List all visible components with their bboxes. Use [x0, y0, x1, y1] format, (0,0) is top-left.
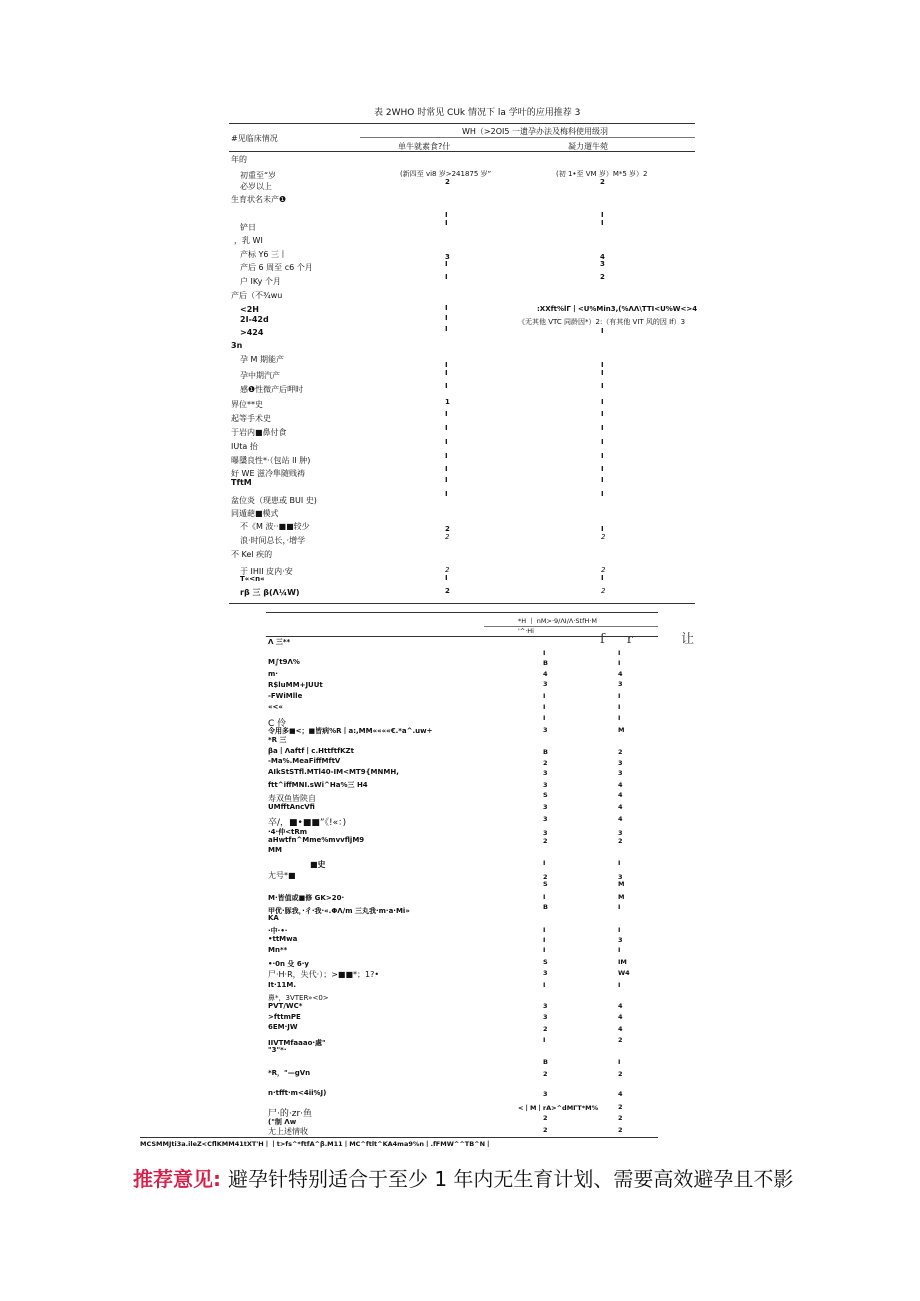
table-cell: 2: [618, 748, 623, 756]
table-cell: 1: [445, 398, 450, 406]
table-cell: I: [445, 574, 448, 582]
table-row-label: 令用多■<；■皆病%R丨a:,MM««««€.*a^.uw÷: [268, 727, 433, 735]
table-cell: 3: [543, 969, 548, 977]
table-cell: 2: [445, 178, 450, 186]
table-cell: I: [618, 659, 621, 667]
table-cell: I: [445, 369, 448, 377]
table-cell: I: [618, 692, 621, 700]
table-cell: 2: [601, 566, 606, 574]
table-cell: 2: [601, 587, 606, 595]
table-cell: 2: [445, 533, 450, 541]
table-row-label: -FWiMlle: [268, 692, 303, 700]
recommendation-colon: :: [213, 1167, 221, 1191]
table-cell: 4: [618, 781, 623, 789]
table-row-label: 感❶性微产后呷时: [240, 385, 304, 394]
table-cell: I: [445, 382, 448, 390]
table-row-label: 6EM·JW: [268, 1023, 298, 1031]
table-row-label: 必岁以上: [240, 182, 272, 191]
table-row-label: 浪·时间总长，·增学: [240, 536, 306, 545]
table-cell: 2: [618, 1103, 623, 1111]
table-row-label: 铲日: [240, 223, 256, 232]
table-row-label: ，乳 WI: [234, 236, 263, 245]
table-row-label: 年的: [231, 155, 247, 164]
table-cell: 3: [618, 769, 623, 777]
table-cell: I: [445, 476, 448, 484]
table-cell: I: [601, 361, 604, 369]
table-row-label: rβ 三 β(Λ¼W): [240, 588, 300, 597]
table1-caption: 表 2WHO 时常见 CUk 情况下 la 学叶的应用推荐 3: [374, 108, 581, 118]
table-cell: I: [543, 714, 546, 722]
table-row-label: It·11M.: [268, 981, 296, 989]
table-cell: I: [445, 465, 448, 473]
table-cell: 3: [543, 1002, 548, 1010]
table-row-label: IIVTMfaaao·處": [268, 1039, 326, 1047]
table1-bottom-rule: [229, 603, 695, 604]
table-row-label: 甲优·豚我，·彳·我·«.ΦΛ∕m 三丸我·m·a·Mi»: [268, 907, 410, 915]
table-cell: <丨M丨rA>^dMΓT*M%: [518, 1104, 599, 1112]
table-row-label: IUta 抬: [231, 442, 258, 451]
table-cell: M: [618, 893, 625, 901]
table-row-label: 产后（不¾wu: [231, 291, 283, 300]
table-cell: 2: [618, 1114, 623, 1122]
table-cell: 3: [618, 759, 623, 767]
table-cell: I: [601, 465, 604, 473]
table-row-label: «<«: [268, 703, 283, 711]
table-cell: I: [543, 703, 546, 711]
table-row-label: ·中·•·: [268, 927, 288, 935]
table-row-label: AIkStSTfl.MTl40-IM<MT9{MNMH,: [268, 768, 399, 776]
table-row-label: "3"*·: [268, 1046, 287, 1054]
table-row-label: 于 IHII 皮内·安: [240, 567, 293, 576]
table-cell: 《无其他 VTC 同龄因*）2:（有其他 VIT 风的因 If）3: [518, 318, 686, 326]
table-row-label: T«<n«: [240, 575, 265, 583]
table-cell: I: [618, 981, 621, 989]
table-cell: I: [445, 438, 448, 446]
table-cell: I: [445, 361, 448, 369]
table-cell: I: [601, 424, 604, 432]
table-cell: I: [618, 714, 621, 722]
table-cell: I: [601, 476, 604, 484]
table-row-label: 寿双鱼皆陕自: [268, 794, 316, 803]
table-cell: 2: [600, 273, 605, 281]
table-cell: I: [445, 452, 448, 460]
table-cell: I: [601, 327, 604, 335]
table-row-label: MM: [268, 846, 282, 854]
table-cell: W4: [618, 969, 630, 977]
table-row-label: R$luMM+JUUt: [268, 681, 323, 689]
table-cell: I: [618, 946, 621, 954]
table-row-label: 户 IKy 个月: [240, 277, 281, 286]
table-row-label: C 伶: [268, 719, 287, 729]
table-cell: 2: [618, 1126, 623, 1134]
table-cell: I: [618, 859, 621, 867]
table-cell: I: [445, 490, 448, 498]
table-cell: I: [601, 452, 604, 460]
recommendation-text: 避孕针特别适合于至少 1 年内无生育计划、需要高效避孕且不影: [227, 1167, 794, 1191]
table-cell: IM: [618, 958, 627, 966]
table-row-label: *R 三: [268, 736, 287, 744]
table-cell: I: [445, 304, 448, 312]
table-row-label: ftt^iffMNI.sWi^Ha%三 H4: [268, 781, 368, 789]
table-row-label: •·0n 殳 6·y: [268, 960, 309, 968]
table2-group-header: *H 丨 nM>·9/ΛI/Λ·StfH·M: [518, 617, 597, 625]
table-cell: 2: [618, 1070, 623, 1078]
table-cell: 2: [601, 533, 606, 541]
table-cell: I: [445, 325, 448, 333]
table-row-label: Λ 三**: [268, 638, 291, 646]
table-cell: I: [601, 398, 604, 406]
table-row-label: -Ma%.MeaFiffMftV: [268, 757, 341, 765]
table-cell: B: [543, 903, 548, 911]
table-cell: (初 1•至 VM 岁）M*5 岁）2: [556, 170, 648, 178]
table-row-label: 尢上述情收: [268, 1127, 308, 1136]
table-row-label: •ttMwa: [268, 935, 298, 943]
table-row-label: ■史: [310, 860, 326, 869]
table-row-label: 尸·H·R，失代·）；>■■*；1?•: [268, 970, 380, 979]
table-cell: M: [618, 880, 625, 888]
table-cell: 2: [445, 587, 450, 595]
table-cell: 4: [618, 1002, 623, 1010]
table1-row-header: #见临床情况: [231, 134, 278, 143]
table-row-label: Mn**: [268, 946, 288, 954]
table1-header-rule: [229, 151, 695, 152]
table-cell: B: [543, 1058, 548, 1066]
table-cell: I: [543, 692, 546, 700]
table1-group-rule: [360, 137, 695, 138]
table-cell: I: [618, 1058, 621, 1066]
table-cell: I: [543, 1036, 546, 1044]
table-cell: I: [618, 903, 621, 911]
table-cell: 3: [618, 680, 623, 688]
table-row-label: 尢号*■: [268, 871, 296, 880]
table-cell: 4: [618, 1025, 623, 1033]
table-cell: 2: [445, 525, 450, 533]
table-cell: 2: [543, 1025, 548, 1033]
table2-footnote: MCSMMJti3a.ileZ<CflKMM41tXT'H丨丨t>fs^*ftfA^β.M11丨MC^ftlt^KA4ma9%n丨.fFMW^^TB^N丨: [140, 1140, 492, 1148]
table-row-label: 鼻*，3VTER»<0>: [268, 994, 329, 1002]
table-row-label: TftM: [231, 478, 252, 487]
table-cell: I: [601, 525, 604, 533]
table-cell: 2: [543, 1070, 548, 1078]
table-row-label: 尸·的·zr·鱼: [268, 1109, 313, 1119]
table-cell: I: [445, 410, 448, 418]
table-cell: 2: [618, 1036, 623, 1044]
table2-header-glyphs: fr 让: [600, 632, 717, 647]
table-row-label: UMfftAncVfi: [268, 803, 315, 811]
table-cell: M: [618, 726, 625, 734]
table-cell: 3: [445, 253, 450, 261]
table-cell: (新四至 vi8 岁>241875 岁”: [400, 170, 492, 178]
table1-group-header: WH（>2OI5 一遗孕办法及梅科使用级羽: [462, 127, 609, 136]
table-row-label: 于岩内■鼻付食: [231, 428, 287, 437]
table-cell: I: [445, 273, 448, 281]
table-cell: 3: [543, 815, 548, 823]
table-cell: I: [543, 893, 546, 901]
table-cell: 4: [543, 670, 548, 678]
table-row-label: 生育状名未产❶: [231, 195, 287, 204]
table-cell: I: [601, 382, 604, 390]
table-row-label: 孕 M 期能产: [240, 355, 284, 364]
table-row-label: 产后 6 周至 c6 个月: [240, 263, 313, 272]
table-cell: B: [543, 659, 548, 667]
table-cell: 2: [600, 178, 605, 186]
table-cell: 3: [543, 680, 548, 688]
table-row-label: >fttmPE: [268, 1013, 301, 1021]
table-row-label: 界位**史: [231, 400, 263, 409]
table-cell: I: [445, 211, 448, 219]
table-cell: 4: [618, 803, 623, 811]
table-cell: 3: [543, 1013, 548, 1021]
table2-subheader: '^·Hi: [518, 627, 534, 635]
table-cell: I: [543, 649, 546, 657]
table-cell: 4: [618, 1090, 623, 1098]
table-row-label: βa丨Λaftf丨c.HttftfKZt: [268, 747, 354, 755]
table-row-label: aHwtfn^Mme%mvvfljM9: [268, 836, 365, 844]
table-row-label: 3n: [231, 341, 243, 350]
recommendation-line: [133, 1163, 793, 1192]
table-row-label: 初重至“岁: [240, 171, 277, 180]
table-row-label: 卒/，■•■■”《!«：): [268, 818, 347, 828]
table1-top-rule: [229, 123, 695, 124]
table-row-label: 2I-42d: [240, 315, 269, 324]
table-cell: I: [601, 211, 604, 219]
table-row-label: ("制 Λw: [268, 1118, 297, 1126]
table-cell: 3: [543, 829, 548, 837]
table1-col2-header: 凝力遛牛菀: [568, 142, 608, 151]
table-cell: I: [445, 260, 448, 268]
table-row-label: PVT/WC*: [268, 1002, 303, 1010]
table-cell: 3: [618, 873, 623, 881]
table-row-label: M∫t9Λ%: [268, 658, 300, 666]
table-cell: S: [543, 958, 548, 966]
table1-col1-header: 单牛就素食?什: [398, 142, 451, 151]
table-row-label: m·: [268, 670, 278, 678]
table-cell: 3: [543, 726, 548, 734]
table-cell: 3: [618, 829, 623, 837]
table-cell: I: [601, 410, 604, 418]
table-cell: I: [601, 574, 604, 582]
table-cell: 3: [600, 260, 605, 268]
table-cell: I: [601, 490, 604, 498]
table-cell: 4: [618, 670, 623, 678]
table-cell: I: [618, 703, 621, 711]
table-cell: 2: [445, 566, 450, 574]
table-cell: 2: [543, 759, 548, 767]
table-row-label: >424: [240, 328, 264, 337]
table-cell: I: [543, 981, 546, 989]
table-cell: I: [601, 438, 604, 446]
table-cell: 2: [543, 1114, 548, 1122]
table-cell: B: [543, 748, 548, 756]
table-row-label: *R，"—gVn: [268, 1069, 311, 1077]
table2-bottom-rule: [140, 1137, 658, 1138]
table-cell: 3: [543, 769, 548, 777]
table-cell: I: [543, 946, 546, 954]
table-cell: S: [543, 880, 548, 888]
table2-header-rule: [266, 636, 658, 637]
table-cell: 4: [618, 815, 623, 823]
table-cell: I: [618, 649, 621, 657]
table-cell: I: [543, 936, 546, 944]
table-row-label: KA: [268, 914, 279, 922]
table-row-label: n·tfft·m<4ii%J): [268, 1089, 327, 1097]
table-row-label: 不 Kel 疾的: [231, 550, 273, 559]
table-cell: :XXft%lΓ丨<U%Min3,(%ΛΛ\TTI<U%W<>4: [537, 305, 698, 313]
table-row-label: 起等手术史: [231, 414, 271, 423]
table2-group-rule: [484, 626, 658, 627]
table-cell: I: [601, 219, 604, 227]
table-cell: 2: [543, 873, 548, 881]
table-cell: I: [543, 926, 546, 934]
table-row-label: <2H: [240, 305, 259, 314]
table-row-label: 产标 Y6 三丨: [240, 250, 288, 259]
table-cell: 4: [618, 1013, 623, 1021]
table-row-label: 同遁葩■模式: [231, 509, 279, 518]
table-row-label: M·皆值或■修 GK>20·: [268, 894, 345, 902]
table-cell: S: [543, 791, 548, 799]
table-cell: I: [445, 219, 448, 227]
table-cell: 3: [618, 936, 623, 944]
table-cell: 2: [543, 837, 548, 845]
table-row-label: 好 WE 滋冷隼随贱祷: [231, 469, 306, 478]
recommendation-label: 推荐意见: [133, 1167, 213, 1191]
table-row-label: 不《M 波··■■较少: [240, 522, 310, 531]
table-cell: I: [543, 859, 546, 867]
table-cell: 3: [543, 803, 548, 811]
table-cell: 2: [618, 837, 623, 845]
table-row-label: 曝櫽良性*·（包站 lI 肿): [231, 456, 311, 465]
table-cell: I: [618, 926, 621, 934]
table2-top-rule: [266, 612, 658, 613]
table-cell: 2: [543, 1126, 548, 1134]
table-row-label: ·4·仲<tRm: [268, 828, 308, 836]
table-cell: I: [445, 424, 448, 432]
table-row-label: 孕中期汽产: [240, 371, 280, 380]
table-row-label: 盆位炎（现患或 BUI 史): [231, 496, 317, 505]
table-cell: 4: [600, 253, 605, 261]
table-cell: I: [445, 314, 448, 322]
table-cell: 3: [543, 1090, 548, 1098]
table-cell: I: [601, 369, 604, 377]
table-cell: 3: [543, 781, 548, 789]
table-cell: 4: [618, 791, 623, 799]
